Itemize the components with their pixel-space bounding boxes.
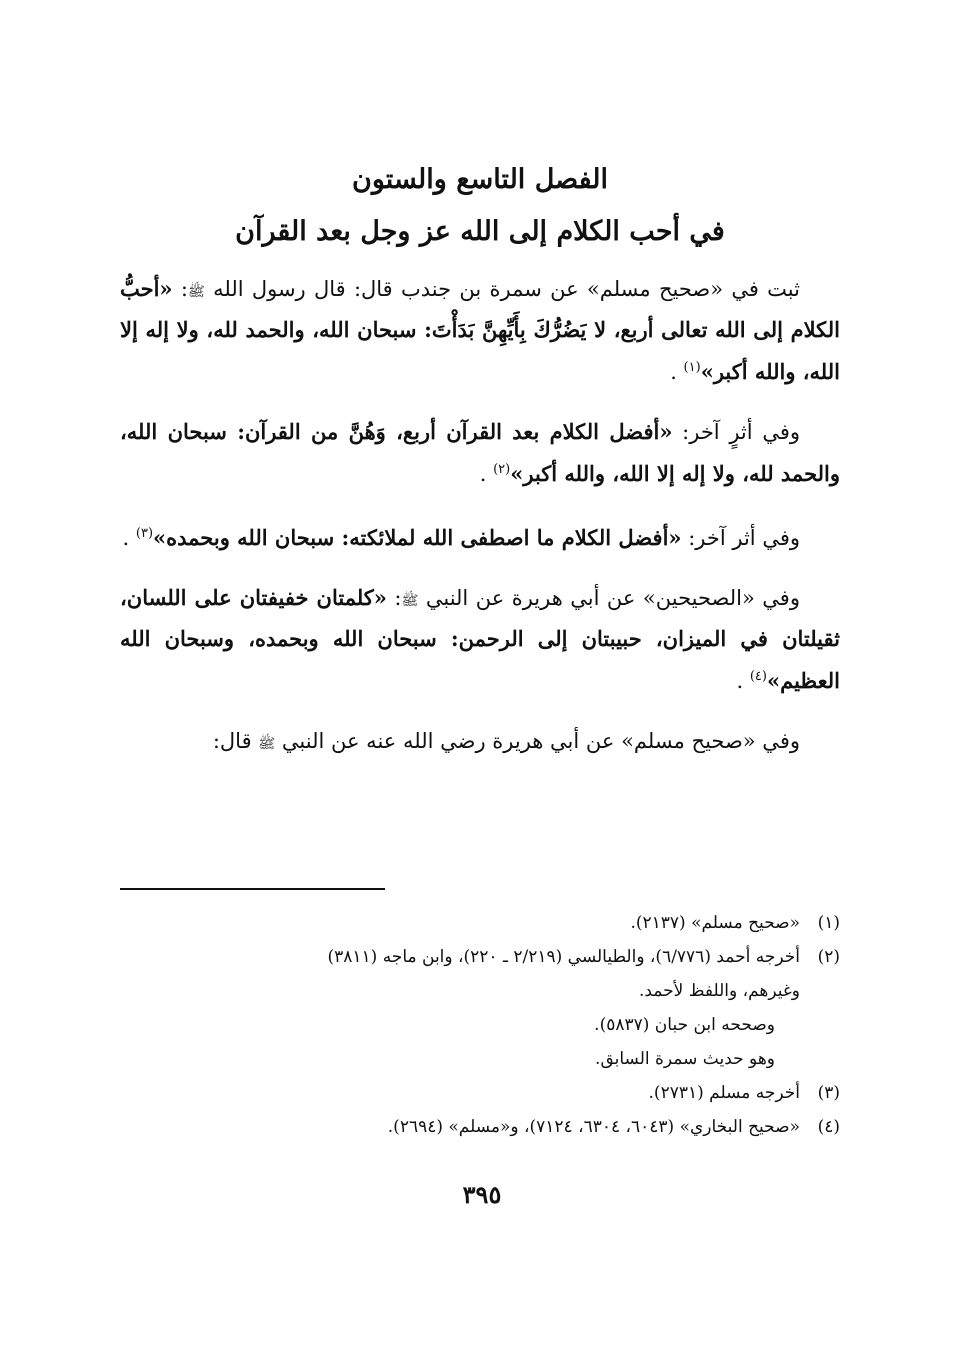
footnote-continuation: وغيرهم، واللفظ لأحمد. [638,981,800,1001]
footnote-divider [120,888,385,890]
footnote-item [120,1076,840,1110]
paragraph-intro: وفي «صحيح مسلم» عن أبي هريرة رضي الله عنه عن النبي [281,729,800,753]
paragraph [120,413,840,493]
paragraph [120,515,840,557]
paragraph-lead: : [172,277,188,301]
footnote-number: (٣) [817,1083,840,1103]
footnote-text: أخرجه أحمد (٦/٧٧٦)، والطيالسي (٢/٢١٩ ـ ٢٢٠)، وابن ماجه (٣٨١١) [327,947,800,967]
footnote-ref: (٢) [493,462,511,477]
hadith-quote: «أفضل الكلام بعد القرآن أربع، وَهُنَّ من القرآن: سبحان الله، والحمد لله، ولا إله إلا الله، والله أكبر» [120,419,840,486]
footnote-number: (١) [817,913,840,933]
sallallah-mark: ﷺ [401,593,419,609]
hadith-quote: «أفضل الكلام ما اصطفى الله لملائكته: سبحان الله وبحمده» [153,525,682,550]
page-number: ٣٩٥ [462,1180,502,1209]
footnotes [120,906,840,1144]
paragraph [120,722,840,763]
paragraph-end: . [479,462,494,486]
page-body [120,150,840,1137]
hadith-quote: «كلمتان خفيفتان على اللسان، ثقيلتان في الميزان، حبيبتان إلى الرحمن: سبحان الله وبحمده، وسبحان الله العظيم» [120,585,840,693]
paragraph-end: . [670,360,684,384]
footnote-ref: (٤) [749,669,767,684]
footnote-item [120,940,840,974]
sallallah-mark: ﷺ [258,736,276,752]
chapter-subtitle: في أحب الكلام إلى الله عز وجل بعد القرآن [235,216,725,247]
paragraph-end: قال: [212,729,259,753]
footnote-item [120,906,840,940]
footnote-continuation: وصححه ابن حبان (٥٨٣٧). [594,1015,775,1035]
footnote-continuation: وهو حديث سمرة السابق. [595,1049,775,1069]
footnote-item [120,1110,840,1144]
paragraph-intro: ثبت في «صحيح مسلم» عن سمرة بن جندب قال: قال رسول الله [213,277,800,301]
paragraph-intro: وفي أثرٍ آخر: [672,420,800,444]
footnote-number: (٢) [817,947,840,967]
paragraph-end: . [736,669,750,693]
paragraph [120,579,840,700]
footnote-text: «صحيح البخاري» (٦٠٤٣، ٦٣٠٤، ٧١٢٤)، و«مسلم» (٢٦٩٤). [387,1117,800,1137]
paragraph-intro: وفي «الصحيحين» عن أبي هريرة عن النبي [425,586,800,610]
paragraph-end: . [122,526,136,550]
paragraph-lead: : [386,586,402,610]
footnote-ref: (٣) [135,526,154,541]
paragraph-intro: وفي أثر آخر: [681,526,800,550]
footnote-text: «صحيح مسلم» (٢١٣٧). [630,913,800,933]
chapter-title: الفصل التاسع والستون [352,164,608,195]
footnote-ref: (١) [683,360,701,375]
footnote-number: (٤) [817,1117,840,1137]
hadith-quote: «أحبُّ الكلام إلى الله تعالى أربع، لا يَضُرُّكَ بِأَيِّهِنَّ بَدَأْتَ: سبحان الله، والحمد لله، ولا إله إلا الله، والله أكبر» [120,276,840,384]
footnote-text: أخرجه مسلم (٢٧٣١). [648,1083,800,1103]
sallallah-mark: ﷺ [187,284,205,300]
paragraph [120,270,840,391]
